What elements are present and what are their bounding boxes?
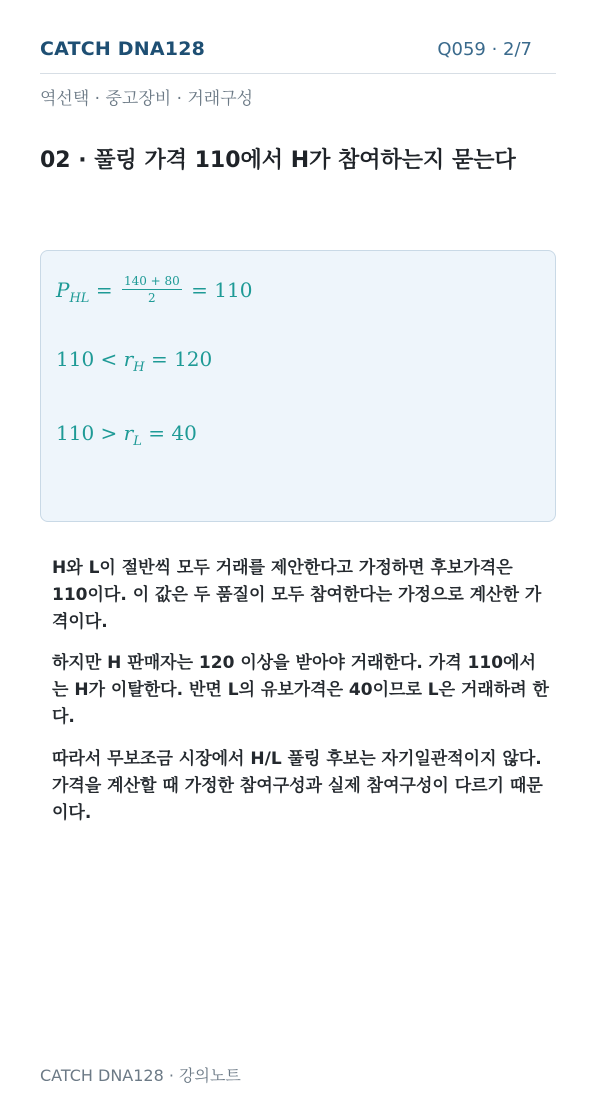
formula-var: r — [123, 421, 134, 445]
formula-result: 110 — [214, 278, 253, 302]
formula-h-reservation — [56, 347, 212, 375]
formula-right: 120 — [174, 347, 213, 371]
equals-sign: = — [150, 347, 168, 371]
formula-op: > — [100, 421, 118, 445]
formula-sub: H — [133, 360, 145, 375]
paragraph-3: 따라서 무보조금 시장에서 H/L 풀링 후보는 자기일관적이지 않다. 가격을 계산할 때 가정한 참여구성과 실제 참여구성이 다르기 때문이다. — [52, 749, 543, 823]
equals-sign: = — [191, 278, 208, 302]
formula-right: 40 — [171, 421, 197, 445]
formula-l-reservation — [56, 421, 197, 449]
formula-var: P — [56, 278, 70, 302]
paragraph-1: H와 L이 절반씩 모두 거래를 제안한다고 가정하면 후보가격은 110이다. 이 값은 두 품질이 모두 참여한다는 가정으로 계산한 가격이다. — [52, 558, 542, 632]
brand-title: CATCH DNA128 — [40, 38, 206, 60]
page-footer: CATCH DNA128 · 강의노트 — [40, 1066, 241, 1085]
equals-sign: = — [148, 421, 165, 445]
fraction — [122, 274, 182, 305]
formula-pooling-price — [56, 276, 252, 307]
paragraph-2: 하지만 H 판매자는 120 이상을 받아야 거래한다. 가격 110에서는 H가 이탈한다. 반면 L의 유보가격은 40이므로 L은 거래하려 한다. — [52, 653, 549, 727]
formula-var: r — [123, 347, 134, 371]
page-header — [40, 36, 556, 74]
fraction-denominator: 2 — [148, 291, 156, 305]
section-title: 02 · 풀링 가격 110에서 H가 참여하는지 묻는다 — [40, 148, 516, 173]
equals-sign: = — [95, 278, 113, 302]
formula-sub: L — [133, 434, 142, 449]
formula-op: < — [100, 347, 118, 371]
formula-sub: HL — [69, 291, 90, 306]
breadcrumb: 역선택 · 중고장비 · 거래구성 — [40, 89, 254, 109]
question-counter: Q059 · 2/7 — [437, 39, 532, 60]
formula-left: 110 — [56, 421, 95, 445]
formula-left: 110 — [56, 347, 95, 371]
fraction-numerator: 140 + 80 — [123, 274, 180, 288]
